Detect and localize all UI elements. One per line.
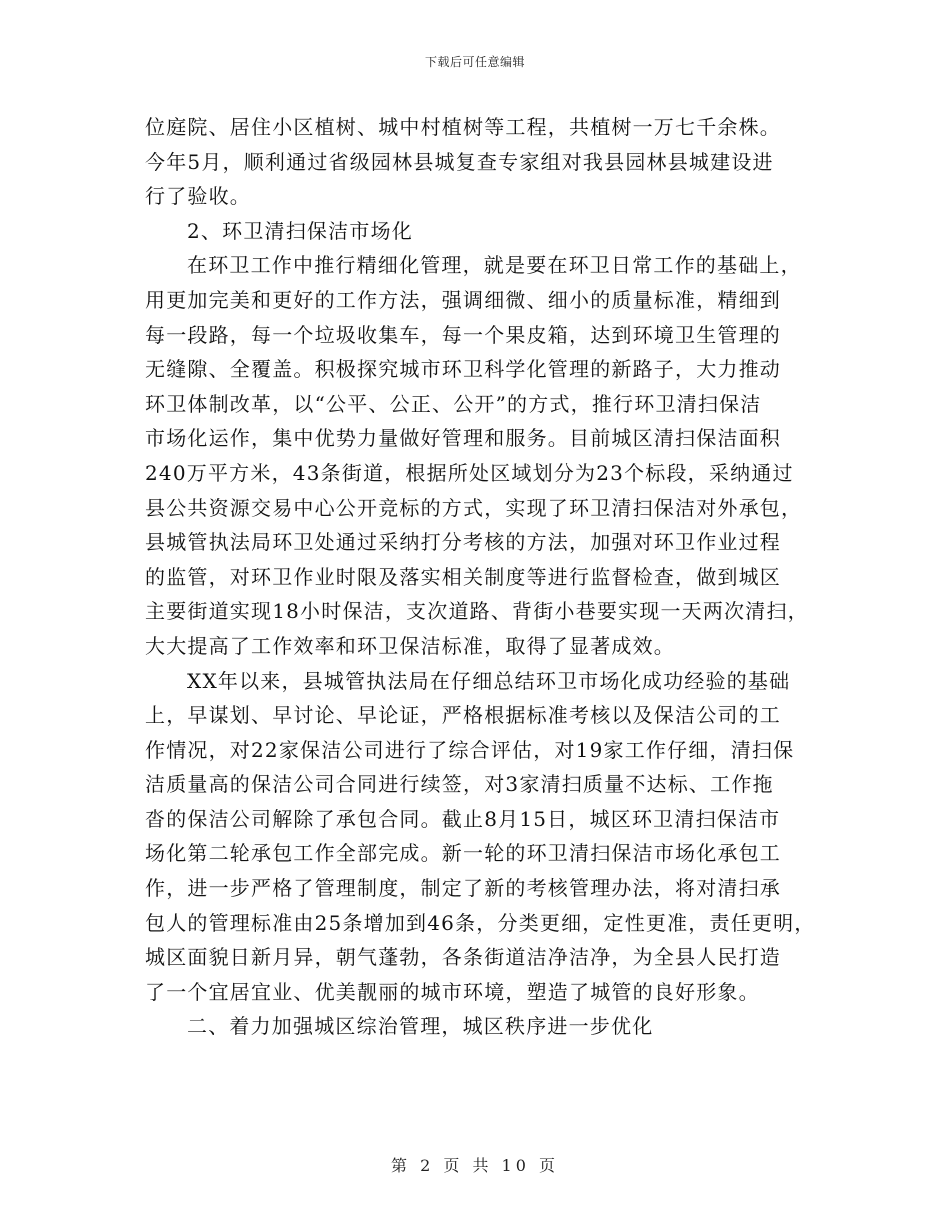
document-body bbox=[145, 110, 825, 1044]
text-line: 位庭院、居住小区植树、城中村植树等工程，共植树一万七千余株。 bbox=[145, 115, 781, 139]
text-line: 用更加完美和更好的工作方法，强调细微、细小的质量标准，精细到 bbox=[145, 287, 781, 312]
text-line: 2、环卫清扫保洁市场化 bbox=[187, 218, 413, 243]
text-line: 县公共资源交易中心公开竞标的方式，实现了环卫清扫保洁对外承包， bbox=[145, 495, 803, 520]
text-line: 大大提高了工作效率和环卫保洁标准，取得了显著成效。 bbox=[145, 633, 675, 658]
text-line: 的监管，对环卫作业时限及落实相关制度等进行监督检查，做到城区 bbox=[145, 564, 781, 589]
text-line: 作，进一步严格了管理制度，制定了新的考核管理办法，将对清扫承 bbox=[145, 876, 781, 901]
text-line: 作情况，对22家保洁公司进行了综合评估，对19家工作仔细，清扫保 bbox=[145, 737, 795, 762]
text-line: 今年5月，顺利通过省级园林县城复查专家组对我县园林县城建设进 bbox=[145, 149, 774, 174]
text-line: 每一段路，每一个垃圾收集车，每一个果皮箱，达到环境卫生管理的 bbox=[145, 322, 781, 347]
text-line: 市场化运作，集中优势力量做好管理和服务。目前城区清扫保洁面积 bbox=[145, 426, 781, 451]
text-line: 上，早谋划、早讨论、早论证，严格根据标准考核以及保洁公司的工 bbox=[145, 703, 781, 728]
text-line: 洁质量高的保洁公司合同进行续签，对3家清扫质量不达标、工作拖 bbox=[145, 772, 774, 797]
text-line: 包人的管理标准由25条增加到46条，分类更细，定性更准，责任更明， bbox=[145, 910, 816, 935]
text-line: 主要街道实现18小时保洁，支次道路、背街小巷要实现一天两次清扫， bbox=[145, 599, 809, 624]
text-line: 沓的保洁公司解除了承包合同。截止8月15日，城区环卫清扫保洁市 bbox=[145, 806, 781, 831]
page-header-note: 下载后可任意编辑 bbox=[424, 55, 525, 69]
text-line: 了一个宜居宜业、优美靓丽的城市环境，塑造了城管的良好形象。 bbox=[145, 979, 760, 1004]
text-line: 县城管执法局环卫处通过采纳打分考核的方法，加强对环卫作业过程 bbox=[145, 530, 781, 555]
text-line: XX年以来，县城管执法局在仔细总结环卫市场化成功经验的基础 bbox=[187, 668, 791, 693]
text-line: 环卫体制改革，以“公平、公正、公开”的方式，推行环卫清扫保洁 bbox=[145, 391, 762, 416]
text-line: 无缝隙、全覆盖。积极探究城市环卫科学化管理的新路子，大力推动 bbox=[145, 357, 781, 382]
text-line: 行了验收。 bbox=[145, 184, 251, 209]
text-line: 在环卫工作中推行精细化管理，就是要在环卫日常工作的基础上， bbox=[187, 253, 802, 278]
page-number-footer: 第 2 页 共 10 页 bbox=[391, 1156, 559, 1175]
text-line: 二、着力加强城区综治管理，城区秩序进一步优化 bbox=[187, 1014, 654, 1039]
text-line: 城区面貌日新月异，朝气蓬勃，各条街道洁净洁净，为全县人民打造 bbox=[145, 945, 781, 970]
text-line: 240万平方米，43条街道，根据所处区域划分为23个标段，采纳通过 bbox=[145, 460, 794, 485]
text-line: 场化第二轮承包工作全部完成。新一轮的环卫清扫保洁市场化承包工 bbox=[145, 841, 781, 866]
